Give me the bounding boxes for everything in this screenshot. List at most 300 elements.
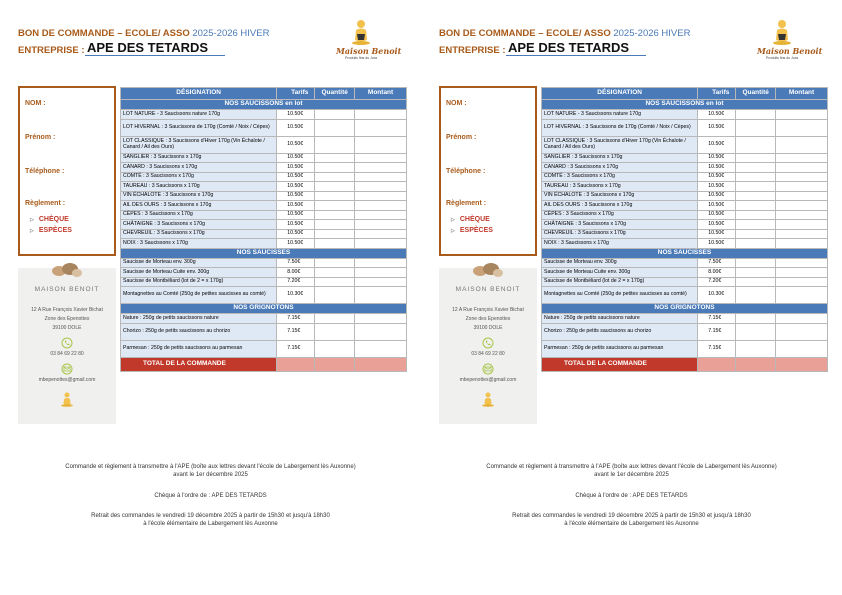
table-row <box>542 220 828 230</box>
footer-instructions <box>421 463 842 479</box>
product-label: VIN ÉCHALOTE : 3 Saucissons x 170g <box>542 191 698 201</box>
quantity-input[interactable] <box>315 340 355 357</box>
amount-cell <box>776 110 828 120</box>
table-row <box>121 191 407 201</box>
table-row <box>121 314 407 324</box>
amount-cell <box>355 258 407 268</box>
section-header <box>121 304 407 314</box>
logo-slogan: Produits fins du Jura <box>345 56 377 60</box>
product-price: 8.00€ <box>277 268 315 278</box>
product-price: 10.50€ <box>698 201 736 211</box>
amount-cell <box>355 191 407 201</box>
product-label: TAUREAU : 3 Saucissons x 170g <box>542 182 698 192</box>
product-price: 8.00€ <box>698 268 736 278</box>
product-price: 10.50€ <box>698 110 736 120</box>
product-price: 7.50€ <box>277 258 315 268</box>
table-row <box>121 287 407 304</box>
table-row <box>542 239 828 249</box>
product-label: CANARD : 3 Saucissons x 170g <box>121 163 277 173</box>
table-row <box>121 277 407 287</box>
store-name: MAISON BENOIT <box>455 286 521 293</box>
product-price: 7.15€ <box>277 323 315 340</box>
table-row <box>542 340 828 357</box>
product-label: Nature : 250g de petits saucissons nature <box>121 314 277 324</box>
section-header <box>121 248 407 258</box>
table-row <box>542 172 828 182</box>
product-label: NOIX : 3 Saucissons x 170g <box>121 239 277 249</box>
section-title: NOS SAUCISSES <box>542 248 828 258</box>
table-row <box>542 163 828 173</box>
product-label: CÈPES : 3 Saucissons x 170g <box>121 210 277 220</box>
email-icon <box>61 363 73 375</box>
quantity-input[interactable] <box>736 210 776 220</box>
product-price: 10.50€ <box>277 136 315 153</box>
payment-option-especes[interactable]: ▷ ESPÈCES <box>451 227 493 234</box>
product-price: 7.15€ <box>698 314 736 324</box>
amount-cell <box>776 340 828 357</box>
mascot-small-icon <box>481 391 495 407</box>
product-price: 10.50€ <box>698 172 736 182</box>
amount-cell <box>355 172 407 182</box>
amount-cell <box>776 201 828 211</box>
total-label: TOTAL DE LA COMMANDE <box>542 357 698 371</box>
quantity-input[interactable] <box>315 229 355 239</box>
store-phone: 03 84 69 22 80 <box>471 351 505 357</box>
quantity-input[interactable] <box>736 201 776 211</box>
amount-cell <box>355 268 407 278</box>
footer-pickup <box>0 512 421 528</box>
quantity-input[interactable] <box>315 201 355 211</box>
product-price: 10.50€ <box>277 191 315 201</box>
amount-cell <box>355 201 407 211</box>
table-row <box>121 201 407 211</box>
table-row <box>121 229 407 239</box>
footer-line2: avant le 1er décembre 2025 <box>173 472 248 479</box>
product-label: CANARD : 3 Saucissons x 170g <box>542 163 698 173</box>
product-price: 10.50€ <box>698 119 736 136</box>
quantity-input[interactable] <box>315 239 355 249</box>
product-label: Saucisse de Morteau Cuite env. 300g <box>542 268 698 278</box>
quantity-input[interactable] <box>736 258 776 268</box>
footer-instructions <box>0 463 421 479</box>
quantity-input[interactable] <box>736 119 776 136</box>
payment-option-especes[interactable]: ▷ ESPÈCES <box>30 227 72 234</box>
footer-cheque: Chèque à l'ordre de : APE DES TETARDS <box>575 493 688 499</box>
reglement-label: Règlement : <box>446 200 487 207</box>
table-row <box>542 153 828 163</box>
telephone-label[interactable]: Téléphone : <box>25 168 65 175</box>
mascot-small-icon <box>60 391 74 407</box>
table-row <box>542 277 828 287</box>
quantity-input[interactable] <box>736 239 776 249</box>
product-label: VIN ÉCHALOTE : 3 Saucissons x 170g <box>121 191 277 201</box>
quantity-input[interactable] <box>736 314 776 324</box>
footer-line5: à l'école élémentaire de Labergement lès Auxonne <box>143 521 278 528</box>
table-row <box>121 153 407 163</box>
quantity-input[interactable] <box>736 110 776 120</box>
amount-cell <box>355 153 407 163</box>
saucisson-icon <box>50 260 84 278</box>
amount-cell <box>776 277 828 287</box>
quantity-input[interactable] <box>315 153 355 163</box>
product-price: 7.20€ <box>698 277 736 287</box>
amount-cell <box>355 182 407 192</box>
product-price: 10.50€ <box>277 210 315 220</box>
entreprise-label: ENTREPRISE : <box>18 45 85 56</box>
product-label: Saucisse de Morteau env. 300g <box>542 258 698 268</box>
product-label: CHEVREUIL : 3 Saucissons x 170g <box>542 229 698 239</box>
quantity-input[interactable] <box>736 220 776 230</box>
logo-slogan: Produits fins du Jura <box>766 56 798 60</box>
table-row <box>542 119 828 136</box>
footer-line4: Retrait des commandes le vendredi 19 décembre 2025 à partir de 15h30 et jusqu'à 18h30 <box>91 513 330 519</box>
header-tarifs: Tarifs <box>698 88 736 100</box>
quantity-input[interactable] <box>315 323 355 340</box>
table-row <box>542 258 828 268</box>
quantity-input[interactable] <box>315 220 355 230</box>
store-name: MAISON BENOIT <box>34 286 100 293</box>
mascot-icon <box>771 18 793 46</box>
saucisson-icon <box>471 260 505 278</box>
header-designation: DÉSIGNATION <box>542 88 698 100</box>
section-title: NOS GRIGNOTONS <box>542 304 828 314</box>
product-label: TAUREAU : 3 Saucissons x 170g <box>121 182 277 192</box>
product-price: 7.20€ <box>277 277 315 287</box>
product-label: AIL DES OURS : 3 Saucissons x 170g <box>121 201 277 211</box>
checkbox-icon[interactable]: ▷ <box>30 217 34 223</box>
quantity-input[interactable] <box>315 314 355 324</box>
entreprise-field[interactable]: APE DES TETARDS <box>506 40 646 56</box>
section-header <box>542 304 828 314</box>
amount-cell <box>776 153 828 163</box>
product-price: 10.50€ <box>698 163 736 173</box>
product-price: 10.50€ <box>277 119 315 136</box>
store-info-panel <box>18 268 116 424</box>
section-header <box>121 100 407 110</box>
header-quantite: Quantité <box>315 88 355 100</box>
amount-cell <box>776 323 828 340</box>
table-row <box>542 210 828 220</box>
product-label: Chorizo : 250g de petits saucissons au chorizo <box>121 323 277 340</box>
table-row <box>542 229 828 239</box>
amount-cell <box>355 277 407 287</box>
amount-cell <box>355 340 407 357</box>
table-row <box>121 239 407 249</box>
amount-cell <box>355 287 407 304</box>
product-price: 7.15€ <box>277 340 315 357</box>
product-label: LOT NATURE - 3 Saucissons nature 170g <box>121 110 277 120</box>
store-phone: 03 84 69 22 80 <box>50 351 84 357</box>
quantity-input[interactable] <box>736 277 776 287</box>
payment-option-cheque[interactable]: ▷ CHÈQUE <box>30 216 69 223</box>
logo-name: Maison Benoit <box>336 46 402 56</box>
quantity-input[interactable] <box>736 323 776 340</box>
store-city: 39100 DOLE <box>52 325 82 331</box>
quantity-input[interactable] <box>315 110 355 120</box>
product-price: 10.50€ <box>698 210 736 220</box>
product-label: LOT CLASSIQUE : 3 Saucissons d'Hiver 170g (Vin Échalote / Canard / Ail des Ours) <box>121 136 277 153</box>
total-amount-cell <box>355 357 407 371</box>
quantity-input[interactable] <box>315 258 355 268</box>
product-price: 10.50€ <box>277 110 315 120</box>
amount-cell <box>776 239 828 249</box>
header-quantite: Quantité <box>736 88 776 100</box>
product-label: CHEVREUIL : 3 Saucissons x 170g <box>121 229 277 239</box>
checkbox-icon[interactable]: ▷ <box>451 217 455 223</box>
store-city: 39100 DOLE <box>473 325 503 331</box>
product-price: 10.50€ <box>277 153 315 163</box>
checkbox-icon[interactable]: ▷ <box>451 228 455 234</box>
product-label: LOT HIVERNAL : 3 Saucissons de 170g (Comté / Noix / Cèpes) <box>542 119 698 136</box>
footer-line1: Commande et règlement à transmettre à l'APE (boîte aux lettres devant l'école de Labergement lès Auxonne) <box>486 464 777 470</box>
product-label: COMTÉ : 3 Saucissons x 170g <box>121 172 277 182</box>
amount-cell <box>355 119 407 136</box>
quantity-input[interactable] <box>736 182 776 192</box>
product-label: LOT NATURE - 3 Saucissons nature 170g <box>542 110 698 120</box>
maison-benoit-logo <box>757 18 823 70</box>
product-price: 7.15€ <box>698 340 736 357</box>
section-title: NOS SAUCISSONS en lot <box>542 100 828 110</box>
section-title: NOS SAUCISSES <box>121 248 407 258</box>
product-price: 10.50€ <box>277 220 315 230</box>
section-header <box>542 100 828 110</box>
order-table <box>541 87 828 372</box>
table-row <box>121 258 407 268</box>
product-label: Nature : 250g de petits saucissons nature <box>542 314 698 324</box>
amount-cell <box>776 220 828 230</box>
section-title: NOS SAUCISSONS en lot <box>121 100 407 110</box>
mascot-icon <box>350 18 372 46</box>
email-icon <box>482 363 494 375</box>
form-title: BON DE COMMANDE – ECOLE/ ASSO 2025-2026 HIVER <box>439 28 691 39</box>
product-label: Parmesan : 250g de petits saucissons au parmesan <box>542 340 698 357</box>
prenom-label[interactable]: Prénom : <box>446 134 477 141</box>
footer-line1: Commande et règlement à transmettre à l'APE (boîte aux lettres devant l'école de Labergement lès Auxonne) <box>65 464 356 470</box>
quantity-input[interactable] <box>736 287 776 304</box>
amount-cell <box>776 314 828 324</box>
maison-benoit-logo <box>336 18 402 70</box>
quantity-input[interactable] <box>315 172 355 182</box>
store-email: mbepenottes@gmail.com <box>459 377 517 383</box>
header-tarifs: Tarifs <box>277 88 315 100</box>
quantity-input[interactable] <box>315 182 355 192</box>
reglement-label: Règlement : <box>25 200 66 207</box>
table-header-row <box>121 88 407 100</box>
quantity-input[interactable] <box>736 163 776 173</box>
amount-cell <box>776 287 828 304</box>
footer-line4: Retrait des commandes le vendredi 19 décembre 2025 à partir de 15h30 et jusqu'à 18h30 <box>512 513 751 519</box>
table-row <box>542 287 828 304</box>
order-table <box>120 87 407 372</box>
total-quantity-input[interactable] <box>736 357 776 371</box>
table-row <box>542 314 828 324</box>
form-title: BON DE COMMANDE – ECOLE/ ASSO 2025-2026 HIVER <box>18 28 270 39</box>
nom-label[interactable]: NOM : <box>25 100 46 107</box>
total-row <box>121 357 407 371</box>
quantity-input[interactable] <box>315 119 355 136</box>
table-row <box>121 340 407 357</box>
product-price: 10.50€ <box>698 182 736 192</box>
product-price: 10.50€ <box>277 182 315 192</box>
quantity-input[interactable] <box>736 172 776 182</box>
product-label: LOT HIVERNAL : 3 Saucissons de 170g (Comté / Noix / Cèpes) <box>121 119 277 136</box>
table-row <box>121 110 407 120</box>
phone-icon <box>482 337 494 349</box>
quantity-input[interactable] <box>315 287 355 304</box>
table-row <box>121 268 407 278</box>
table-row <box>542 110 828 120</box>
amount-cell <box>776 191 828 201</box>
product-price: 10.50€ <box>698 220 736 230</box>
amount-cell <box>355 136 407 153</box>
product-label: CHÂTAIGNE : 3 Saucissons x 170g <box>542 220 698 230</box>
table-row <box>542 182 828 192</box>
table-row <box>121 210 407 220</box>
amount-cell <box>776 268 828 278</box>
product-price: 7.15€ <box>698 323 736 340</box>
footer-line2: avant le 1er décembre 2025 <box>594 472 669 479</box>
product-label: AIL DES OURS : 3 Saucissons x 170g <box>542 201 698 211</box>
prenom-label[interactable]: Prénom : <box>25 134 56 141</box>
table-row <box>121 136 407 153</box>
header-montant: Montant <box>776 88 828 100</box>
header-designation: DÉSIGNATION <box>121 88 277 100</box>
total-quantity-input[interactable] <box>315 357 355 371</box>
quantity-input[interactable] <box>315 268 355 278</box>
store-email: mbepenottes@gmail.com <box>38 377 96 383</box>
product-price: 10.50€ <box>698 153 736 163</box>
section-title: NOS GRIGNOTONS <box>121 304 407 314</box>
table-row <box>542 136 828 153</box>
table-row <box>121 220 407 230</box>
product-label: COMTÉ : 3 Saucissons x 170g <box>542 172 698 182</box>
amount-cell <box>776 163 828 173</box>
footer-line5: à l'école élémentaire de Labergement lès Auxonne <box>564 521 699 528</box>
table-row <box>121 182 407 192</box>
quantity-input[interactable] <box>736 136 776 153</box>
amount-cell <box>355 323 407 340</box>
header-montant: Montant <box>355 88 407 100</box>
table-row <box>542 201 828 211</box>
amount-cell <box>355 220 407 230</box>
product-label: CÈPES : 3 Saucissons x 170g <box>542 210 698 220</box>
amount-cell <box>776 136 828 153</box>
amount-cell <box>776 172 828 182</box>
total-price-cell <box>277 357 315 371</box>
table-row <box>542 268 828 278</box>
product-label: NOIX : 3 Saucissons x 170g <box>542 239 698 249</box>
product-price: 10.50€ <box>698 229 736 239</box>
quantity-input[interactable] <box>315 163 355 173</box>
quantity-input[interactable] <box>736 191 776 201</box>
quantity-input[interactable] <box>315 210 355 220</box>
product-label: Saucisse de Montbéliard (lot de 2 = x 170g) <box>542 277 698 287</box>
payment-option-cheque[interactable]: ▷ CHÈQUE <box>451 216 490 223</box>
product-label: Montagnettes au Comté (250g de petites saucisses au comté) <box>542 287 698 304</box>
amount-cell <box>355 239 407 249</box>
product-price: 10.50€ <box>277 163 315 173</box>
table-row <box>121 172 407 182</box>
amount-cell <box>355 110 407 120</box>
product-price: 10.30€ <box>277 287 315 304</box>
amount-cell <box>355 210 407 220</box>
store-address-line1: 12 A Rue François Xavier Bichat <box>31 307 103 313</box>
total-price-cell <box>698 357 736 371</box>
amount-cell <box>776 182 828 192</box>
product-price: 10.50€ <box>277 229 315 239</box>
product-price: 10.50€ <box>277 239 315 249</box>
product-price: 7.15€ <box>277 314 315 324</box>
quantity-input[interactable] <box>736 340 776 357</box>
amount-cell <box>355 229 407 239</box>
amount-cell <box>355 314 407 324</box>
store-address-line2: Zone des Epenottes <box>465 316 511 322</box>
client-info-box <box>18 86 116 256</box>
footer-cheque: Chèque à l'ordre de : APE DES TETARDS <box>154 493 267 499</box>
product-label: LOT CLASSIQUE : 3 Saucissons d'Hiver 170g (Vin Échalote / Canard / Ail des Ours) <box>542 136 698 153</box>
total-row <box>542 357 828 371</box>
quantity-input[interactable] <box>736 153 776 163</box>
nom-label[interactable]: NOM : <box>446 100 467 107</box>
product-label: SANGLIER : 3 Saucissons x 170g <box>542 153 698 163</box>
product-price: 10.50€ <box>698 136 736 153</box>
product-label: Chorizo : 250g de petits saucissons au chorizo <box>542 323 698 340</box>
section-header <box>542 248 828 258</box>
product-label: Montagnettes au Comté (250g de petites saucisses au comté) <box>121 287 277 304</box>
telephone-label[interactable]: Téléphone : <box>446 168 486 175</box>
product-price: 10.50€ <box>698 239 736 249</box>
checkbox-icon[interactable]: ▷ <box>30 228 34 234</box>
product-label: CHÂTAIGNE : 3 Saucissons x 170g <box>121 220 277 230</box>
product-price: 10.50€ <box>277 201 315 211</box>
client-info-box <box>439 86 537 256</box>
total-amount-cell <box>776 357 828 371</box>
product-label: SANGLIER : 3 Saucissons x 170g <box>121 153 277 163</box>
table-row <box>542 323 828 340</box>
product-label: Saucisse de Montbéliard (lot de 2 = x 170g) <box>121 277 277 287</box>
amount-cell <box>776 229 828 239</box>
quantity-input[interactable] <box>315 277 355 287</box>
entreprise-label: ENTREPRISE : <box>439 45 506 56</box>
logo-name: Maison Benoit <box>757 46 823 56</box>
entreprise-field[interactable]: APE DES TETARDS <box>85 40 225 56</box>
product-price: 10.50€ <box>698 191 736 201</box>
table-row <box>121 163 407 173</box>
table-row <box>121 323 407 340</box>
amount-cell <box>776 210 828 220</box>
table-row <box>542 191 828 201</box>
store-info-panel <box>439 268 537 424</box>
quantity-input[interactable] <box>315 191 355 201</box>
quantity-input[interactable] <box>736 268 776 278</box>
amount-cell <box>776 119 828 136</box>
total-label: TOTAL DE LA COMMANDE <box>121 357 277 371</box>
footer-pickup <box>421 512 842 528</box>
product-label: Parmesan : 250g de petits saucissons au parmesan <box>121 340 277 357</box>
quantity-input[interactable] <box>315 136 355 153</box>
phone-icon <box>61 337 73 349</box>
store-address-line1: 12 A Rue François Xavier Bichat <box>452 307 524 313</box>
quantity-input[interactable] <box>736 229 776 239</box>
amount-cell <box>776 258 828 268</box>
table-header-row <box>542 88 828 100</box>
product-price: 10.50€ <box>277 172 315 182</box>
product-price: 10.30€ <box>698 287 736 304</box>
store-address-line2: Zone des Epenottes <box>44 316 90 322</box>
product-label: Saucisse de Morteau env. 300g <box>121 258 277 268</box>
order-form-right <box>421 0 842 595</box>
table-row <box>121 119 407 136</box>
